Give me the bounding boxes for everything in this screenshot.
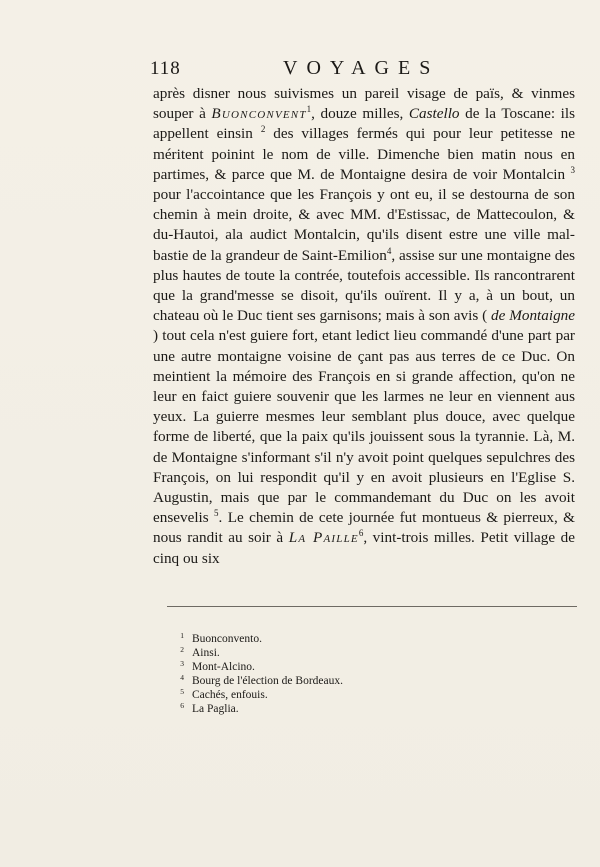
footnote-ref: 1 [306,104,312,115]
footnote-ref: 5 [214,508,219,519]
footnote-text: Cachés, enfouis. [192,689,268,701]
footnote-number: 5 [180,687,184,696]
footnote-item [178,702,508,716]
footnote-item [178,688,508,702]
footnote-text: Ainsi. [192,647,220,659]
footnote-text: Bourg de l'élection de Bordeaux. [192,675,343,687]
text-segment: , vint-trois milles. Petit village de cinq ou six [153,529,575,567]
text-segment: , assise sur une montaigne des plus hautes de toute la contrée, toutefois accessible. Ils rancontrarent que la grand'messe se disoit, qu'ils ouïrent. Il y a, à un bout, un chateau où le Duc tient ses garnisons; mais à son avis ( [153,246,575,325]
footnote-item [178,674,508,688]
italic-castello: Castello [408,105,460,123]
footnote-item [178,646,508,660]
text-segment: après disner nous suivismes un pareil visage de païs, & vinmes souper à [153,85,575,123]
footnote-number: 2 [180,645,184,654]
text-segment: ) tout cela n'est guiere fort, etant ledict lieu commandé d'une part par une autre montaigne voisine de çant pas aus terres de ce Duc. On meintient la mémoire des François en si grande affection, qu'on ne leur en faict guiere souvenir que les larmes ne leur en viennent aus yeux. La guierre mesmes leur semblant plus douce, avec quelque forme de liberté, que la paix qu'ils jouissent sous la tyrannie. Là, M. de Montaigne s'informant s'il n'y avoit point quelques sepulchres des François, on lui respondit qu'il y en avoit plusieurs en l'Eglise S. Augustin, mais que par le commandemant du Duc on les avoit ensevelis [153,327,575,527]
text-segment: des villages fermés qui pour leur petitesse ne méritent poinint le nom de ville. Dimenche bien matin nous en partimes, & parce que M. de Montaigne desira de voir Montalcin [153,125,576,183]
footnote-ref: 2 [260,124,266,135]
footnote-text: La Paglia. [192,703,239,715]
footnote-number: 1 [180,631,184,640]
main-paragraph [153,84,575,569]
text-segment: , douze milles, [311,105,404,123]
place-name-la-paille: La Paille [288,529,359,547]
footnote-number: 3 [180,659,184,668]
footnotes [178,632,508,716]
running-title: VOYAGES [283,57,440,79]
text-segment: pour l'accointance que les François y ont eu, il se destourna de son chemin à mein droite, & avec MM. d'Estissac, de Mattecoulon, & du-Hautoi, ala audict Montalcin, qu'ils disent estre une ville mal-bastie de la grandeur de Saint-Emilion [153,186,575,264]
text-segment: . Le chemin de cete journée fut montueus & pierreux, & nous randit au soir à [153,509,575,547]
footnote-divider [167,606,577,607]
footnote-ref: 4 [386,245,392,256]
footnote-text: Buonconvento. [192,633,262,645]
text-segment: de la Toscane: ils appellent einsin [153,105,576,143]
footnote-ref: 3 [570,164,576,175]
footnote-item [178,632,508,646]
page-number: 118 [150,58,181,79]
footnote-number: 4 [180,673,184,682]
body-text [153,84,575,569]
footnote-number: 6 [180,701,184,710]
place-name-buonconvent: Buonconvent [211,105,307,123]
footnote-ref: 6 [358,528,364,539]
footnote-item [178,660,508,674]
footnote-text: Mont-Alcino. [192,661,255,673]
italic-montaigne: de Montaigne [491,307,576,325]
